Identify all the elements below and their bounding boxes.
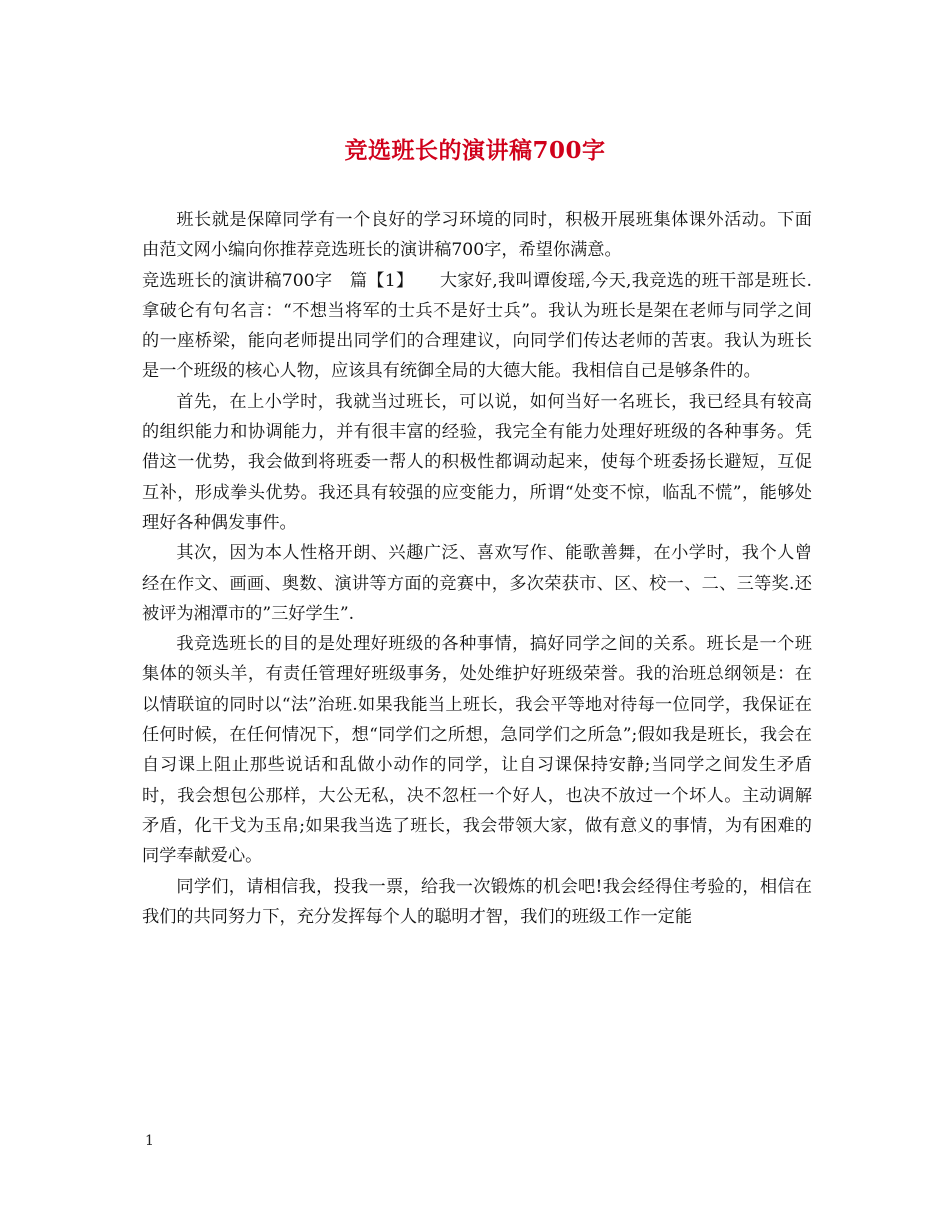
paragraph-goal: 我竞选班长的目的是处理好班级的各种事情，搞好同学之间的关系。班长是一个班集体的领头羊，有责任管理好班级事务，处处维护好班级荣誉。我的治班总纲领是：在以情联谊的同时以“法”治班.如果我能当上班长，我会平等地对待每一位同学，我保证在任何时候，在任何情况下，想“同学们之所想，急同学们之所急”;假如我是班长，我会在自习课上阻止那些说话和乱做小动作的同学，让自习课保持安静;当同学之间发生矛盾时，我会想包公那样，大公无私，决不忽枉一个好人，也决不放过一个坏人。主动调解矛盾，化干戈为玉帛;如果我当选了班长，我会带领大家，做有意义的事情，为有困难的同学奉献爱心。 bbox=[142, 634, 812, 867]
paragraph-first-point: 首先，在上小学时，我就当过班长，可以说，如何当好一名班长，我已经具有较高的组织能力和协调能力，并有很丰富的经验，我完全有能力处理好班级的各种事务。凭借这一优势，我会做到将班委一帮人的积极性都调动起来，使每个班委扬长避短，互促互补，形成拳头优势。我还具有较强的应变能力，所谓“处变不惊，临乱不慌”，能够处理好各种偶发事件。 bbox=[142, 391, 812, 533]
paragraph-intro: 班长就是保障同学有一个良好的学习环境的同时，积极开展班集体课外活动。下面由范文网小编向你推荐竞选班长的演讲稿700字，希望你满意。 bbox=[142, 210, 812, 261]
document-title: 竞选班长的演讲稿700字 bbox=[344, 137, 606, 164]
paragraph-opening: 竞选班长的演讲稿700字 篇【1】 大家好,我叫谭俊瑶,今天,我竞选的班干部是班长. 拿破仑有句名言：“不想当将军的士兵不是好士兵”。我认为班长是架在老师与同学之间的一座桥梁，能向老师提出同学们的合理建议，向同学们传达老师的苦衷。我认为班长是一个班级的核心人物，应该具有统御全局的大德大能。我相信自己是够条件的。 bbox=[142, 270, 812, 382]
paragraph-closing: 同学们，请相信我，投我一票，给我一次锻炼的机会吧!我会经得住考验的，相信在我们的共同努力下，充分发挥每个人的聪明才智，我们的班级工作一定能 bbox=[142, 876, 812, 927]
page-number: 1 bbox=[145, 1133, 154, 1149]
document-body bbox=[142, 205, 812, 932]
paragraph-second-point: 其次，因为本人性格开朗、兴趣广泛、喜欢写作、能歌善舞，在小学时，我个人曾经在作文、画画、奥数、演讲等方面的竞赛中，多次荣获市、区、校一、二、三等奖.还被评为湘潭市的”三好学生”. bbox=[142, 543, 812, 624]
